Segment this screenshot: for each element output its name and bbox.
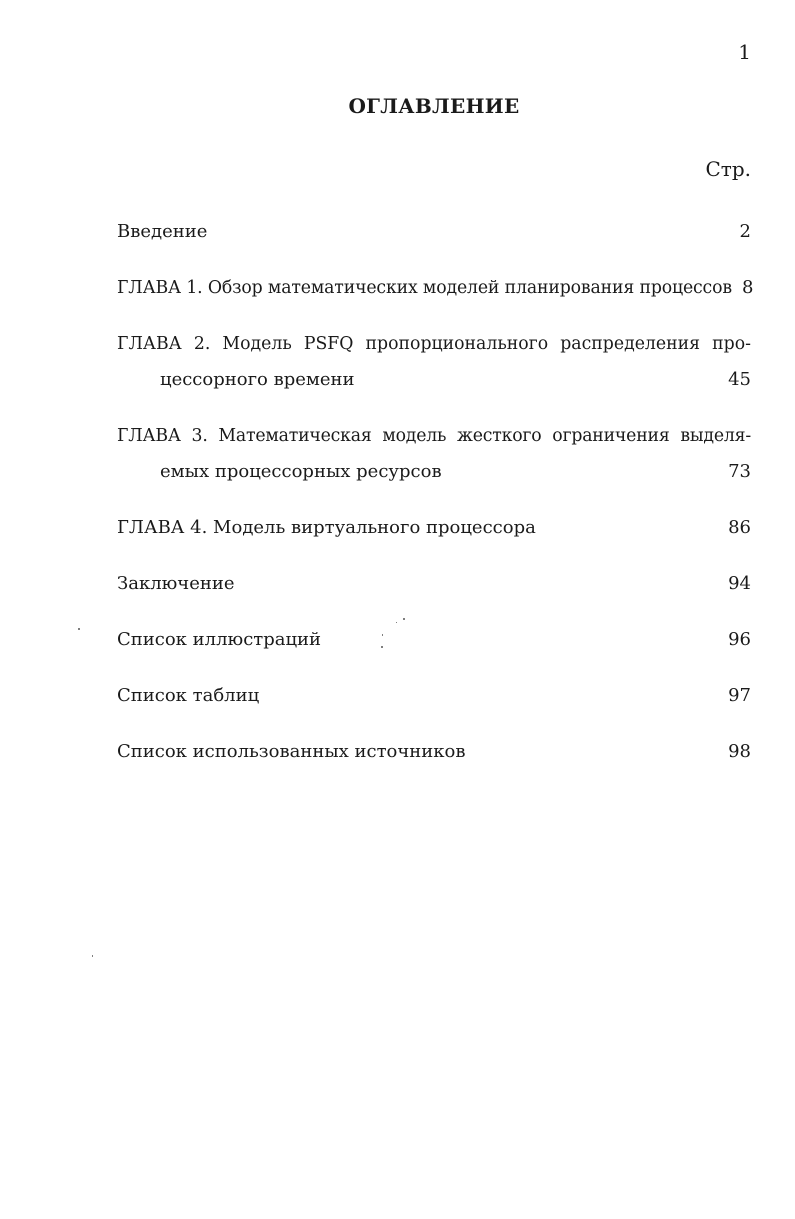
toc-entry-label: Список использованных источников: [117, 741, 466, 762]
toc-entry-page: 2: [739, 221, 751, 242]
toc-entry-label: ГЛАВА 4. Модель виртуального процессора: [117, 517, 536, 538]
toc-entry-list-of-tables: [117, 684, 751, 708]
toc-entry-page: 98: [728, 741, 751, 762]
toc-entry-page: 73: [728, 461, 751, 482]
toc-entry-page: 97: [728, 685, 751, 706]
toc-entry-chapter-3-line-2: [160, 460, 751, 484]
toc-entry-page: 94: [728, 573, 751, 594]
toc-entry-label: Список таблиц: [117, 685, 260, 706]
scan-speck: [382, 634, 383, 636]
scan-speck: [92, 955, 93, 957]
toc-entry-chapter-4: [117, 516, 751, 540]
toc-entry-chapter-3-line-1: [117, 424, 751, 448]
toc-entry-label: емых процессорных ресурсов: [160, 461, 442, 482]
scan-speck: [396, 622, 397, 623]
toc-entry-label: ГЛАВА 2. Модель PSFQ пропорционального распределения про-: [117, 334, 751, 354]
toc-entry-chapter-2-line-2: [160, 368, 751, 392]
page-number: 1: [738, 40, 751, 64]
toc-entry-label: ГЛАВА 3. Математическая модель жесткого ограничения выделя-: [117, 426, 751, 446]
toc-entry-conclusion: [117, 572, 751, 596]
toc-entry-page: 96: [728, 629, 751, 650]
page-title: ОГЛАВЛЕНИЕ: [348, 94, 520, 118]
toc-entry-label: Заключение: [117, 573, 235, 594]
page-column-header: Стр.: [705, 157, 751, 181]
scan-speck: [403, 618, 405, 620]
toc-entry-label: Список иллюстраций: [117, 629, 322, 650]
toc-entry-label: ГЛАВА 1. Обзор математических моделей планирования процессов: [117, 278, 732, 298]
toc-entry-page: 86: [728, 517, 751, 538]
toc-entry-list-of-figures: [117, 628, 751, 652]
toc-entry-introduction: [117, 220, 751, 244]
toc-entry-chapter-1: [117, 276, 754, 300]
toc-entry-label: Введение: [117, 221, 208, 242]
toc-entry-page: 45: [728, 369, 751, 390]
toc-entry-chapter-2-line-1: [117, 332, 751, 356]
toc-entry-references: [117, 740, 751, 764]
scan-speck: [78, 628, 80, 630]
toc-entry-label: цессорного времени: [160, 369, 355, 390]
toc-entry-page: 8: [741, 277, 754, 298]
scan-speck: [381, 646, 383, 648]
